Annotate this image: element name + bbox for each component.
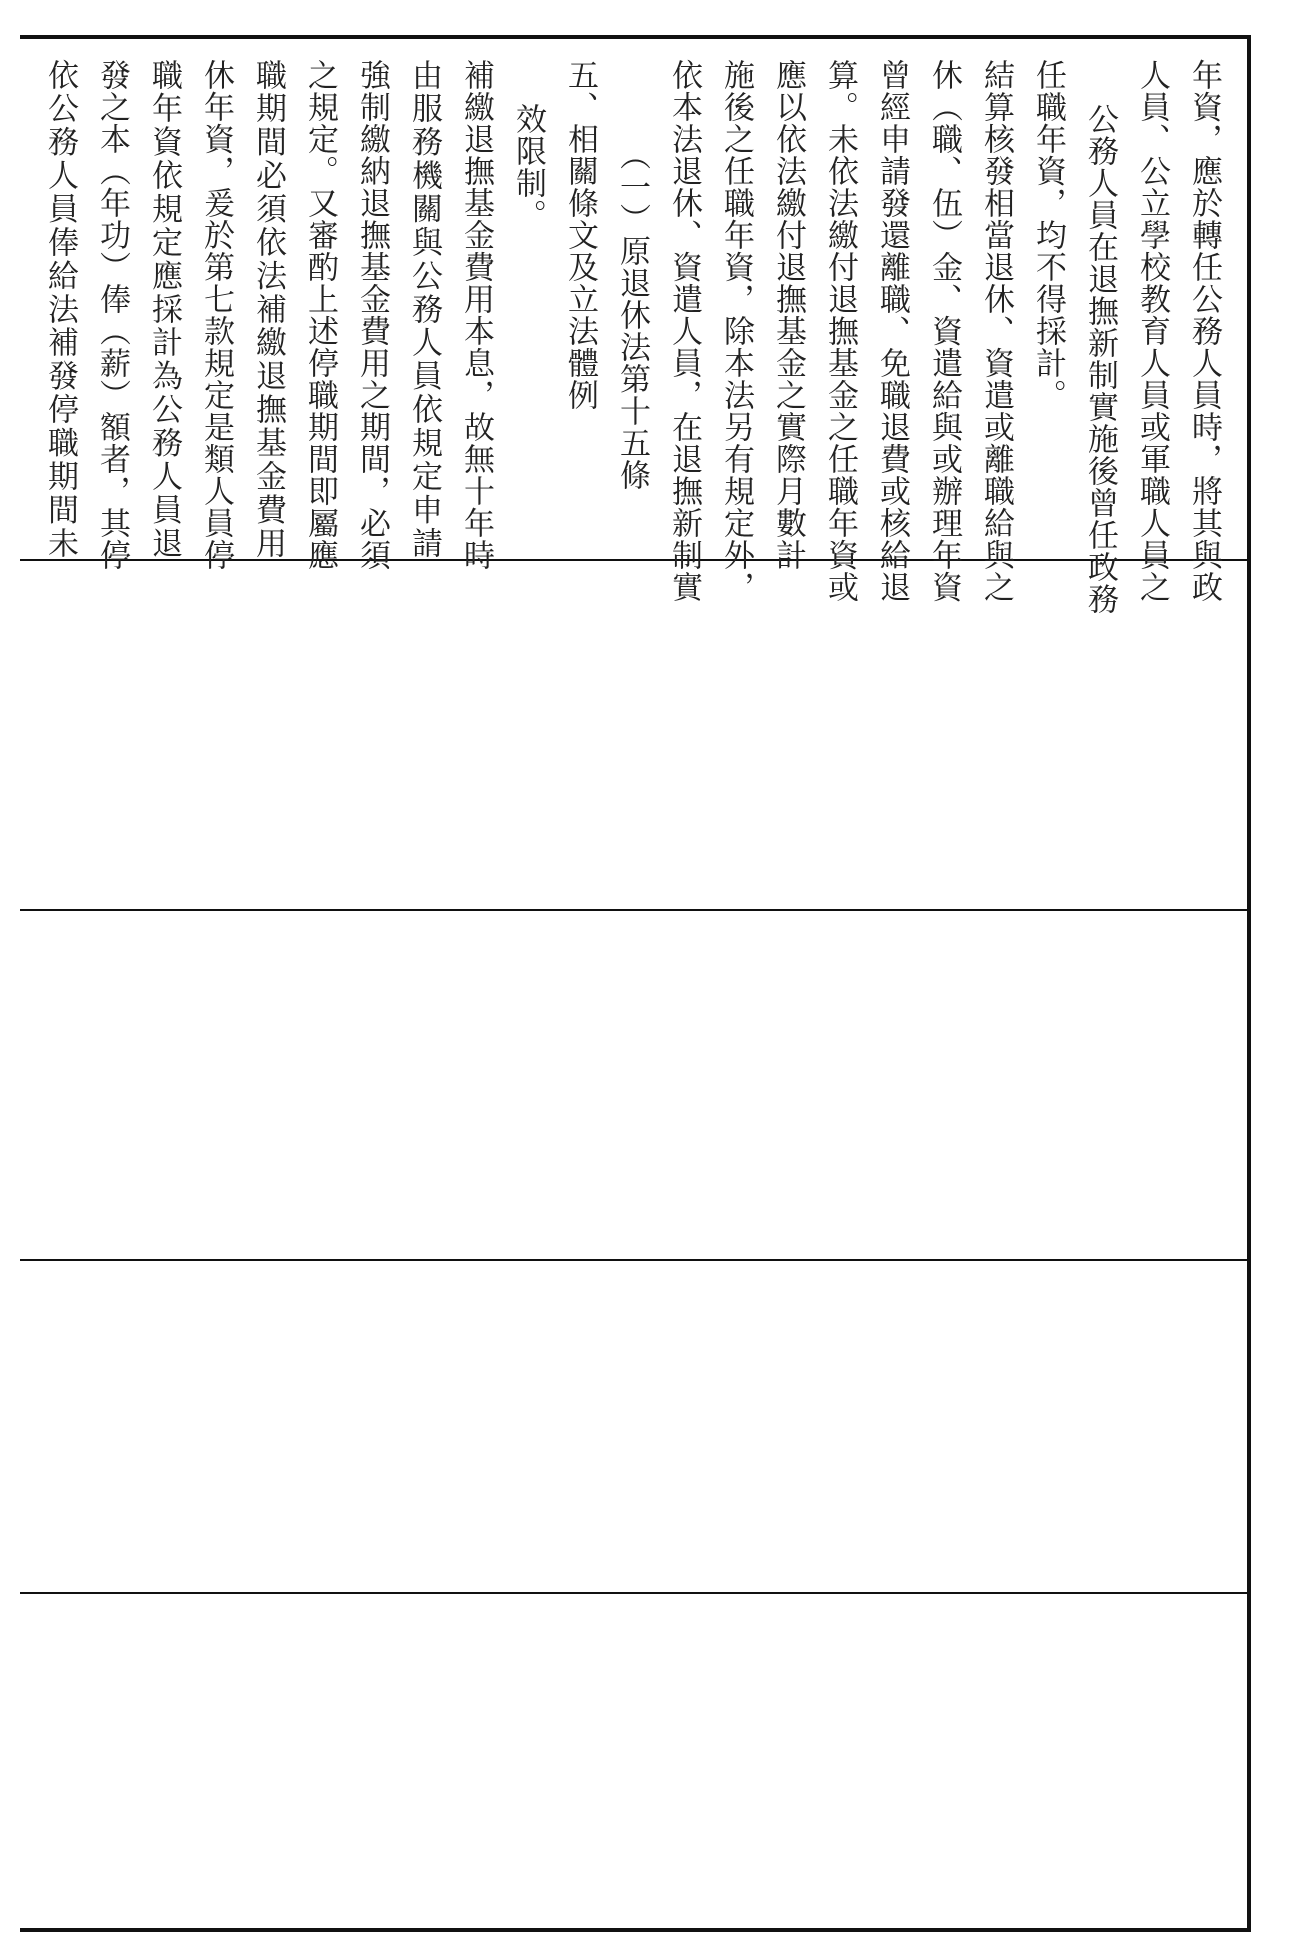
subsection-heading: （一）原退休法第十五條 [614, 139, 650, 491]
text-column: 效限制。 [510, 103, 546, 231]
section-heading: 五、相關條文及立法體例 [562, 59, 598, 411]
row-divider-3 [20, 1259, 1251, 1261]
text-column: 結算核發相當退休、資遣或離職給與之 [978, 59, 1014, 603]
text-column: 應以依法繳付退撫基金之實際月數計 [770, 59, 806, 571]
text-column: 施後之任職年資，除本法另有規定外， [718, 59, 754, 603]
text-column: 休年資，爰於第七款規定是類人員停 [198, 59, 234, 571]
text-column: 職年資依規定應採計為公務人員退 [146, 59, 182, 559]
text-column: 依公務人員俸給法補發停職期間未 [42, 59, 78, 559]
text-column: 任職年資，均不得採計。 [1030, 59, 1066, 411]
text-cell [20, 39, 1247, 615]
text-column: 之規定。又審酌上述停職期間即屬應 [302, 59, 338, 571]
bottom-border [20, 1928, 1251, 1932]
text-column: 曾經申請發還離職、免職退費或核給退 [874, 59, 910, 603]
text-column: 發之本（年功）俸（薪）額者，其停 [94, 59, 130, 571]
right-border [1247, 35, 1251, 1932]
text-column: 年資，應於轉任公務人員時，將其與政 [1186, 59, 1222, 603]
text-column: 算。未依法繳付退撫基金之任職年資或 [822, 59, 858, 603]
row-divider-2 [20, 909, 1251, 911]
text-column: 休（職、伍）金、資遣給與或辦理年資 [926, 59, 962, 603]
text-column: 由服務機關與公務人員依規定申請 [406, 59, 442, 559]
text-column: 補繳退撫基金費用本息，故無十年時 [458, 59, 494, 571]
text-column: 公務人員在退撫新制實施後曾任政務 [1082, 103, 1118, 615]
text-column: 依本法退休、資遣人員，在退撫新制實 [666, 59, 702, 603]
text-column: 強制繳納退撫基金費用之期間，必須 [354, 59, 390, 571]
row-divider-4 [20, 1592, 1251, 1594]
text-column: 人員、公立學校教育人員或軍職人員之 [1134, 59, 1170, 603]
text-column: 職期間必須依法補繳退撫基金費用 [250, 59, 286, 559]
document-page [20, 35, 1251, 1932]
